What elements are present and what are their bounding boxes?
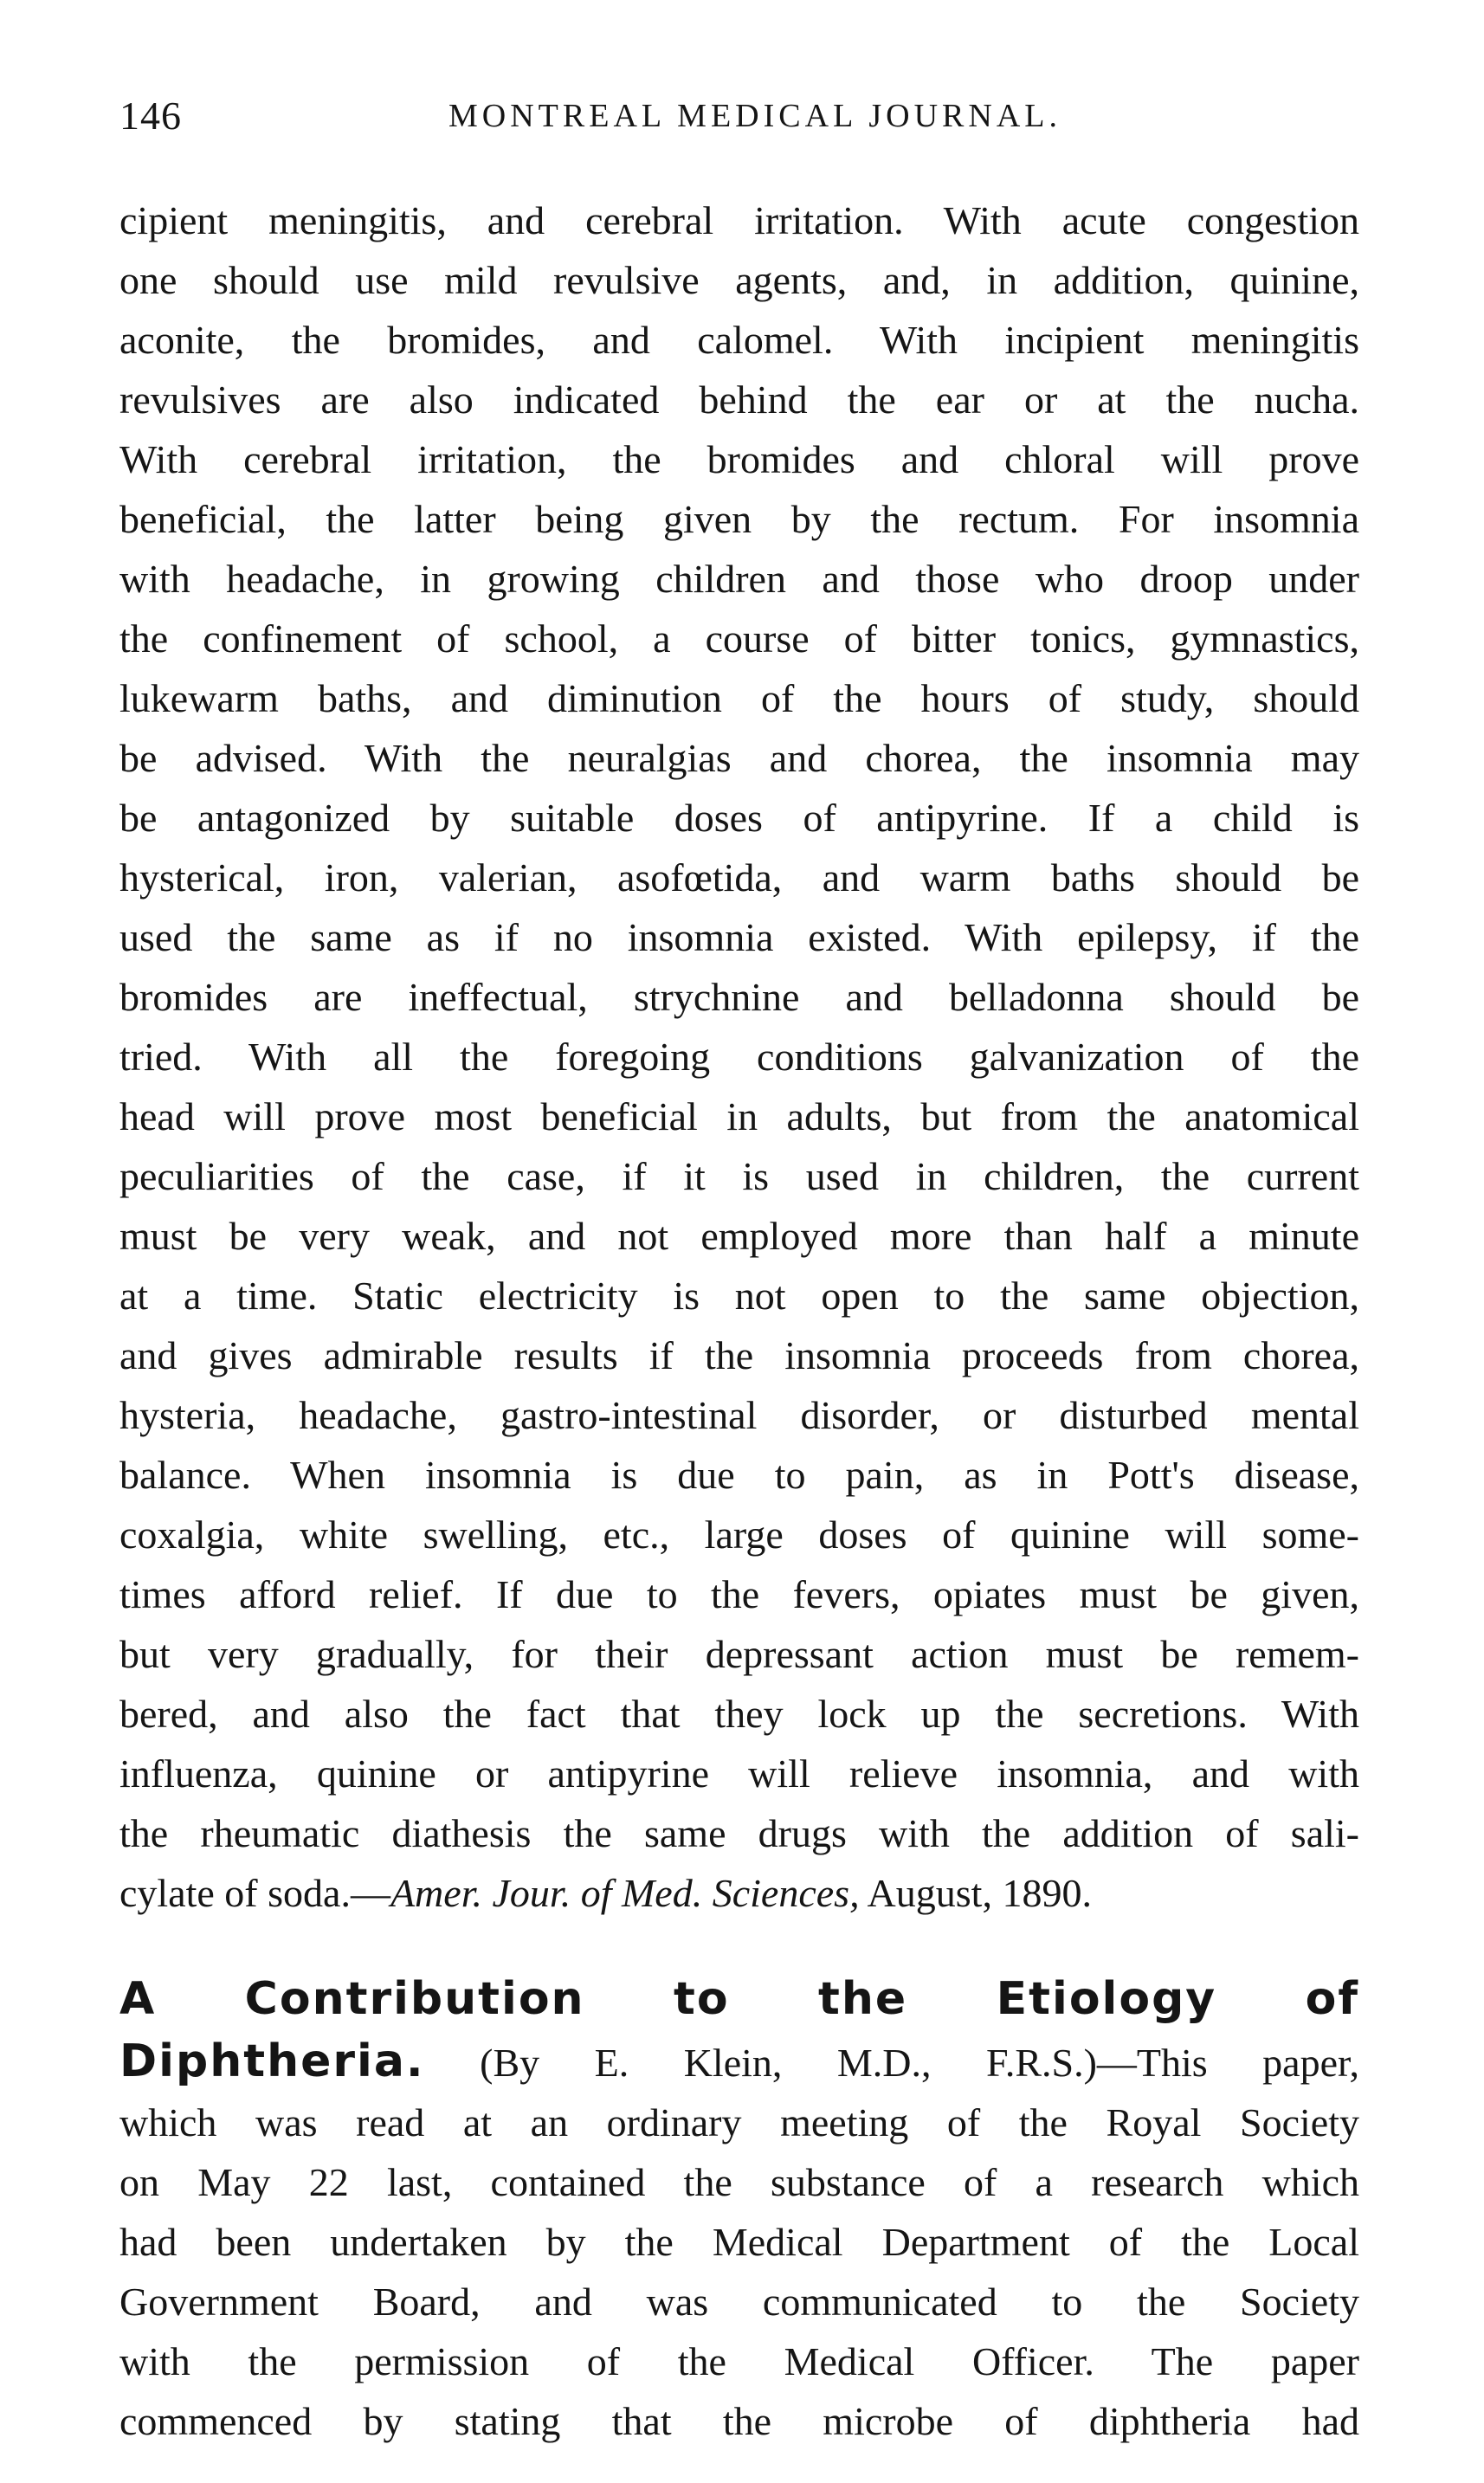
citation-source: Amer. Jour. of Med. Sciences,: [390, 1871, 860, 1915]
text-line-with-citation: [119, 1863, 1359, 1923]
text-line: on May 22 last, contained the substance of a research which: [119, 2160, 1359, 2204]
article-heading: A Contribution to the Etiology of: [119, 1973, 1359, 2025]
article-author-line: (By E. Klein, M.D., F.R.S.)—This paper,: [424, 2041, 1359, 2085]
text-line: tried. With all the foregoing conditions galvanization of the: [119, 1035, 1359, 1079]
text-line: be antagonized by suitable doses of antipyrine. If a child is: [119, 796, 1359, 840]
text-line: times afford relief. If due to the fevers, opiates must be given,: [119, 1572, 1359, 1616]
page-number: 146: [119, 94, 182, 138]
text-line: used the same as if no insomnia existed. With epilepsy, if the: [119, 915, 1359, 959]
text-line: commenced by stating that the microbe of diphtheria had: [119, 2399, 1359, 2443]
text-line: had been undertaken by the Medical Department of the Local: [119, 2220, 1359, 2264]
text-line: cipient meningitis, and cerebral irritation. With acute congestion: [119, 198, 1359, 242]
text-line: peculiarities of the case, if it is used in children, the current: [119, 1154, 1359, 1198]
text-line: balance. When insomnia is due to pain, as in Pott's disease,: [119, 1453, 1359, 1497]
article-diphtheria: [119, 1968, 1359, 2451]
article-heading-continuation: [119, 2030, 1359, 2093]
text-line: revulsives are also indicated behind the ear or at the nucha.: [119, 377, 1359, 422]
text-line: the confinement of school, a course of bitter tonics, gymnastics,: [119, 616, 1359, 661]
text-line: hysterical, iron, valerian, asofœtida, and warm baths should be: [119, 855, 1359, 900]
text-line: be advised. With the neuralgias and chorea, the insomnia may: [119, 736, 1359, 780]
text-line: influenza, quinine or antipyrine will relieve insomnia, and with: [119, 1751, 1359, 1796]
text-line: bromides are ineffectual, strychnine and belladonna should be: [119, 975, 1359, 1019]
text-line: lukewarm baths, and diminution of the hours of study, should: [119, 676, 1359, 720]
text-line: with headache, in growing children and those who droop under: [119, 557, 1359, 601]
citation-date: August, 1890.: [859, 1871, 1092, 1915]
paragraph-insomnia-treatment: [119, 190, 1359, 1923]
text-line: one should use mild revulsive agents, and, in addition, quinine,: [119, 258, 1359, 302]
text-line: and gives admirable results if the insomnia proceeds from chorea,: [119, 1333, 1359, 1377]
article-heading-word: Diphtheria.: [119, 2035, 425, 2087]
text-line: head will prove most beneficial in adults, but from the anatomical: [119, 1094, 1359, 1138]
text-line: hysteria, headache, gastro-intestinal disorder, or disturbed mental: [119, 1393, 1359, 1437]
text-line: bered, and also the fact that they lock up the secretions. With: [119, 1692, 1359, 1736]
text-line: with the permission of the Medical Officer. The paper: [119, 2339, 1359, 2383]
text-line: coxalgia, white swelling, etc., large doses of quinine will some-: [119, 1512, 1359, 1557]
citation-prefix: cylate of soda.—: [119, 1871, 390, 1915]
journal-title: MONTREAL MEDICAL JOURNAL.: [448, 98, 1061, 134]
text-line: which was read at an ordinary meeting of the Royal Society: [119, 2100, 1359, 2144]
text-line: but very gradually, for their depressant action must be remem-: [119, 1632, 1359, 1676]
text-line: With cerebral irritation, the bromides and chloral will prove: [119, 437, 1359, 481]
text-line: at a time. Static electricity is not open to the same objection,: [119, 1274, 1359, 1318]
text-line: beneficial, the latter being given by the rectum. For insomnia: [119, 497, 1359, 541]
body-text: [119, 190, 1359, 2451]
text-line: Government Board, and was communicated to the Society: [119, 2280, 1359, 2324]
section-gap: [119, 1923, 1359, 1968]
text-line: the rheumatic diathesis the same drugs with the addition of sali-: [119, 1811, 1359, 1855]
text-line: must be very weak, and not employed more than half a minute: [119, 1214, 1359, 1258]
running-head: [0, 90, 1484, 142]
text-line: aconite, the bromides, and calomel. With incipient meningitis: [119, 318, 1359, 362]
